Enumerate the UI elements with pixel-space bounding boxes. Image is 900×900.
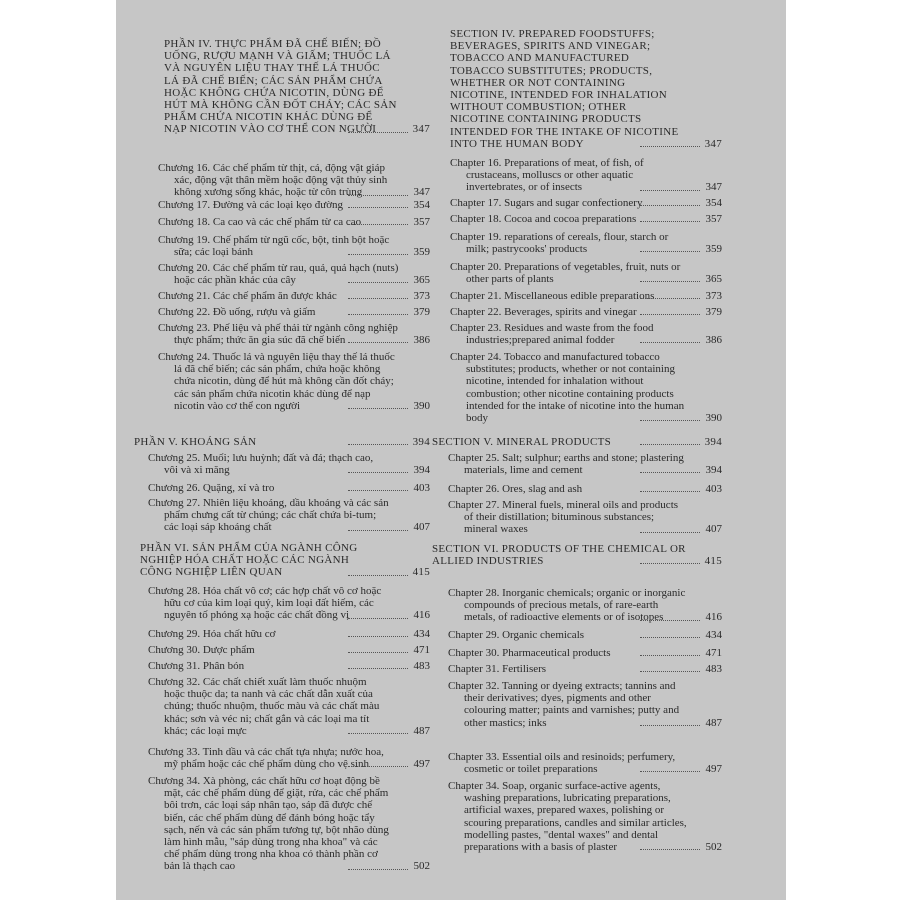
en-toc-page-number: 359: [705, 243, 722, 256]
leader-dots: [348, 131, 408, 133]
en-toc-entry-title: Chapter 33. Essential oils and resinoids; perfumery, cosmetic or toilet preparations: [448, 751, 676, 776]
en-toc-entry: [450, 261, 722, 285]
leader-dots: [640, 297, 700, 299]
en-toc-entry-title: Chapter 28. Inorganic chemicals; organic or inorganic compounds of precious metals, of rare-earth metals, of radioactive elements or of isotopes: [448, 587, 686, 624]
en-toc-entry-title: Chapter 19. reparations of cereals, flour, starch or milk; pastrycooks' products: [450, 231, 669, 256]
vi-toc-entry: [148, 452, 430, 476]
leader-dots: [640, 313, 700, 315]
vi-toc-entry-title: Chương 26. Quặng, xỉ và tro: [148, 482, 275, 494]
vi-toc-page-number: 394: [412, 436, 430, 448]
en-toc-page-number: 502: [705, 841, 722, 854]
en-toc-page-number: 347: [704, 137, 722, 150]
leader-dots: [348, 206, 408, 208]
leader-dots: [348, 489, 408, 491]
en-toc-entry: [450, 231, 722, 255]
en-toc-entry: [432, 436, 722, 448]
en-toc-page-number: 434: [705, 629, 722, 641]
vi-toc-entry: [148, 628, 430, 640]
vi-toc-entry: [148, 497, 430, 534]
vi-toc-entry: [158, 306, 430, 318]
vi-toc-page-number: 394: [413, 464, 430, 477]
vi-toc-page-number: 357: [413, 216, 430, 228]
leader-dots: [640, 654, 700, 656]
en-toc-entry: [450, 290, 722, 302]
vi-toc-entry: [148, 482, 430, 494]
vi-toc-entry: [148, 644, 430, 656]
en-toc-entry: [448, 751, 722, 775]
vi-toc-page-number: 407: [413, 521, 430, 534]
vi-toc-entry-title: Chương 29. Hóa chất hữu cơ: [148, 628, 276, 640]
en-toc-entry-title: Chapter 30. Pharmaceutical products: [448, 647, 611, 659]
leader-dots: [640, 619, 700, 621]
leader-dots: [640, 341, 700, 343]
vi-toc-entry-title: Chương 19. Chế phẩm từ ngũ cốc, bột, tinh bột hoặc sữa; các loại bánh: [158, 234, 390, 259]
leader-dots: [348, 732, 408, 734]
leader-dots: [348, 253, 408, 255]
leader-dots: [640, 419, 700, 421]
vi-toc-entry: [158, 290, 430, 302]
vi-toc-entry-title: Chương 21. Các chế phẩm ăn được khác: [158, 290, 337, 302]
leader-dots: [348, 651, 408, 653]
vi-toc-page-number: 379: [413, 306, 430, 318]
en-toc-page-number: 416: [705, 611, 722, 624]
leader-dots: [348, 574, 408, 576]
en-toc-page-number: 379: [705, 306, 722, 318]
en-toc-page-number: 394: [705, 464, 722, 477]
leader-dots: [640, 220, 700, 222]
leader-dots: [640, 848, 700, 850]
vi-toc-entry-title: PHẦN VI. SẢN PHẨM CỦA NGÀNH CÔNG NGHIỆP HÓA CHẤT HOẶC CÁC NGÀNH CÔNG NGHIỆP LIÊN QUAN: [140, 542, 358, 579]
leader-dots: [348, 341, 408, 343]
vi-toc-entry-title: Chương 18. Ca cao và các chế phẩm từ ca cao: [158, 216, 362, 228]
en-toc-entry-title: Chapter 20. Preparations of vegetables, fruit, nuts or other parts of plants: [450, 261, 681, 286]
leader-dots: [348, 281, 408, 283]
en-toc-entry-title: Chapter 16. Preparations of meat, of fish, of crustaceans, molluscs or other aquatic invertebrates, or of insects: [450, 157, 644, 194]
leader-dots: [640, 636, 700, 638]
leader-dots: [348, 194, 408, 196]
en-toc-entry-title: SECTION IV. PREPARED FOODSTUFFS; BEVERAGES, SPIRITS AND VINEGAR; TOBACCO AND MANUFACTURED TOBACCO SUBSTITUTES; PRODUCTS, WHETHER OR NOT CONTAINING NICOTINE, INTENDED FOR INHALATION WITHOUT COMBUSTION; OTHER NICOTINE CONTAINING PRODUCTS INTENDED FOR THE INTAKE OF NICOTINE INTO THE HUMAN BODY: [450, 28, 679, 150]
leader-dots: [640, 770, 700, 772]
en-toc-page-number: 487: [705, 716, 722, 729]
en-toc-entry: [448, 483, 722, 495]
leader-dots: [348, 443, 408, 445]
leader-dots: [640, 250, 700, 252]
leader-dots: [640, 204, 700, 206]
en-toc-page-number: 373: [705, 290, 722, 302]
en-toc-page-number: 403: [705, 483, 722, 495]
vi-toc-page-number: 502: [413, 860, 430, 873]
vi-toc-page-number: 487: [413, 724, 430, 737]
en-toc-entry: [450, 351, 722, 424]
leader-dots: [348, 313, 408, 315]
en-toc-entry: [448, 629, 722, 641]
vi-toc-page-number: 347: [412, 123, 430, 136]
vi-toc-entry: [164, 38, 430, 136]
vi-toc-page-number: 365: [413, 274, 430, 287]
en-toc-entry-title: Chapter 31. Fertilisers: [448, 663, 547, 675]
vi-toc-page-number: 403: [413, 482, 430, 494]
en-toc-entry-title: SECTION VI. PRODUCTS OF THE CHEMICAL OR ALLIED INDUSTRIES: [432, 543, 686, 568]
leader-dots: [640, 531, 700, 533]
leader-dots: [348, 617, 408, 619]
vi-toc-entry-title: Chương 28. Hóa chất vô cơ; các hợp chất vô cơ hoặc hữu cơ của kim loại quý, kim loại đất hiếm, các nguyên tố phóng xạ hoặc các chất đồng vị: [148, 585, 382, 622]
vi-toc-entry: [158, 262, 430, 286]
vi-toc-entry: [134, 436, 430, 448]
vi-toc-entry: [148, 585, 430, 622]
leader-dots: [640, 490, 700, 492]
en-toc-page-number: 386: [705, 334, 722, 347]
en-toc-entry-title: SECTION V. MINERAL PRODUCTS: [432, 436, 612, 448]
leader-dots: [640, 471, 700, 473]
vi-toc-entry: [158, 234, 430, 258]
en-toc-entry-title: Chapter 24. Tobacco and manufactured tobacco substitutes; products, whether or not containing nicotine, intended for inhalation without combustion; other nicotine containing products intended for the intake of nicotine into the human body: [450, 351, 685, 425]
en-toc-entry: [448, 499, 722, 536]
leader-dots: [640, 189, 700, 191]
vi-toc-entry-title: Chương 17. Đường và các loại kẹo đường: [158, 199, 344, 211]
en-toc-entry-title: Chapter 17. Sugars and sugar confectionery: [450, 197, 643, 209]
en-toc-page-number: 354: [705, 197, 722, 209]
en-toc-entry-title: Chapter 21. Miscellaneous edible preparations: [450, 290, 655, 302]
en-toc-page-number: 347: [705, 181, 722, 194]
vi-toc-entry-title: Chương 31. Phân bón: [148, 660, 245, 672]
vi-toc-page-number: 415: [412, 566, 430, 579]
vi-toc-entry-title: Chương 22. Đồ uống, rượu và giấm: [158, 306, 316, 318]
vi-toc-page-number: 497: [413, 758, 430, 771]
en-toc-entry-title: Chapter 34. Soap, organic surface-active agents, washing preparations, lubricating preparations, artificial waxes, prepared waxes, polishing or scouring preparations, candles and similar articles, modelling pastes, "dental waxes" and dental preparations with a basis of plaster: [448, 780, 687, 854]
leader-dots: [348, 635, 408, 637]
en-toc-entry: [432, 543, 722, 567]
document-page: [116, 0, 786, 900]
en-toc-entry-title: Chapter 25. Salt; sulphur; earths and stone; plastering materials, lime and cement: [448, 452, 684, 477]
en-toc-entry-title: Chapter 29. Organic chemicals: [448, 629, 585, 641]
en-toc-entry: [450, 213, 722, 225]
vi-toc-entry-title: Chương 20. Các chế phẩm từ rau, quả, quả hạch (nuts) hoặc các phần khác của cây: [158, 262, 399, 287]
en-toc-entry: [448, 452, 722, 476]
leader-dots: [640, 562, 700, 564]
en-toc-page-number: 415: [704, 555, 722, 568]
vi-toc-entry-title: Chương 25. Muối; lưu huỳnh; đất và đá; thạch cao, vôi và xi măng: [148, 452, 374, 477]
vi-toc-entry: [158, 199, 430, 211]
leader-dots: [640, 443, 700, 445]
vi-toc-entry-title: PHẦN V. KHOÁNG SẢN: [134, 436, 257, 448]
leader-dots: [640, 145, 700, 147]
vi-toc-entry: [148, 676, 430, 737]
leader-dots: [348, 765, 408, 767]
en-toc-entry-title: Chapter 26. Ores, slag and ash: [448, 483, 583, 495]
vi-toc-page-number: 416: [413, 609, 430, 622]
en-toc-entry: [448, 663, 722, 675]
en-toc-entry: [448, 647, 722, 659]
en-toc-entry-title: Chapter 18. Cocoa and cocoa preparations: [450, 213, 637, 225]
leader-dots: [640, 724, 700, 726]
en-toc-entry-title: Chapter 22. Beverages, spirits and vinegar: [450, 306, 637, 318]
vi-toc-entry-title: Chương 16. Các chế phẩm từ thịt, cá, động vật giáp xác, động vật thân mềm hoặc động vật thủy sinh không xương sống khác, hoặc từ côn trùng: [158, 162, 388, 199]
vi-toc-page-number: 354: [413, 199, 430, 211]
leader-dots: [640, 670, 700, 672]
vi-toc-entry-title: Chương 27. Nhiên liệu khoáng, dầu khoáng và các sản phẩm chưng cất từ chúng; các chất chứa bi-tum; các loại sáp khoáng chất: [148, 497, 389, 534]
vi-toc-page-number: 434: [413, 628, 430, 640]
vi-toc-entry-title: Chương 34. Xà phòng, các chất hữu cơ hoạt động bề mặt, các chế phẩm dùng để giặt, rửa, các chế phẩm bôi trơn, các loại sáp nhân tạo, sáp đã được chế biến, các chế phẩm dùng để đánh bóng hoặc tẩy sạch, nến và các sản phẩm tương tự, bột nhão dùng làm hình mẫu, "sáp dùng trong nha khoa" và các chế phẩm dùng trong nha khoa có thành phần cơ bản là thạch cao: [148, 775, 389, 873]
leader-dots: [348, 297, 408, 299]
vi-toc-entry: [140, 542, 430, 579]
vi-toc-entry: [148, 775, 430, 873]
vi-toc-entry: [148, 660, 430, 672]
en-toc-entry: [450, 28, 722, 150]
vi-toc-entry: [148, 746, 430, 770]
leader-dots: [348, 667, 408, 669]
en-toc-page-number: 390: [705, 412, 722, 425]
en-toc-page-number: 365: [705, 273, 722, 286]
vi-toc-entry-title: Chương 32. Các chất chiết xuất làm thuốc nhuộm hoặc thuộc da; ta nanh và các chất dẫn xuất của chúng; thuốc nhuộm, thuốc màu và các chất màu khác; sơn và véc ni; chất gắn và các loại ma tít khác; các loại mực: [148, 676, 380, 737]
vi-toc-page-number: 483: [413, 660, 430, 672]
vi-toc-page-number: 390: [413, 399, 430, 412]
leader-dots: [348, 471, 408, 473]
vi-toc-page-number: 373: [413, 290, 430, 302]
en-toc-page-number: 471: [705, 647, 722, 659]
en-toc-page-number: 483: [705, 663, 722, 675]
vi-toc-page-number: 347: [413, 186, 430, 199]
leader-dots: [348, 407, 408, 409]
vi-toc-entry-title: Chương 24. Thuốc lá và nguyên liệu thay thế lá thuốc lá đã chế biến; các sản phẩm, chứa hoặc không chứa nicotin, dùng để hút mà không cần đốt cháy; các sản phẩm chứa nicotin khác dùng để nạp nicotin vào cơ thể con người: [158, 351, 395, 412]
vi-toc-entry: [158, 351, 430, 412]
en-toc-page-number: 357: [705, 213, 722, 225]
en-toc-entry-title: Chapter 32. Tanning or dyeing extracts; tannins and their derivatives; dyes, pigments and other colouring matter; paints and varnishes; putty and other mastics; inks: [448, 680, 680, 729]
en-toc-entry: [450, 157, 722, 194]
en-toc-entry: [450, 306, 722, 318]
en-toc-entry: [450, 197, 722, 209]
en-toc-entry-title: Chapter 27. Mineral fuels, mineral oils and products of their distillation; bituminous substances; mineral waxes: [448, 499, 679, 536]
leader-dots: [348, 529, 408, 531]
vi-toc-entry-title: Chương 30. Dược phẩm: [148, 644, 255, 656]
en-toc-entry: [450, 322, 722, 346]
vi-toc-entry-title: PHẦN IV. THỰC PHẨM ĐÃ CHẾ BIẾN; ĐỒ UỐNG, RƯỢU MẠNH VÀ GIẤM; THUỐC LÁ VÀ NGUYÊN LIỆU THAY THẾ LÁ THUỐC LÁ ĐÃ CHẾ BIẾN; CÁC SẢN PHẨM CHỨA HOẶC KHÔNG CHỨA NICOTIN, DÙNG ĐỂ HÚT MÀ KHÔNG CẦN ĐỐT CHÁY; CÁC SẢN PHẨM CHỨA NICOTIN KHÁC DÙNG ĐỂ NẠP NICOTIN VÀO CƠ THỂ CON NGƯỜI: [164, 38, 397, 136]
en-toc-entry-title: Chapter 23. Residues and waste from the food industries;prepared animal fodder: [450, 322, 654, 347]
leader-dots: [640, 280, 700, 282]
en-toc-entry: [448, 780, 722, 853]
leader-dots: [348, 868, 408, 870]
en-toc-entry: [448, 587, 722, 624]
en-toc-page-number: 407: [705, 523, 722, 536]
en-toc-page-number: 497: [705, 763, 722, 776]
leader-dots: [348, 223, 408, 225]
en-toc-entry: [448, 680, 722, 729]
vi-toc-entry: [158, 322, 430, 346]
en-toc-page-number: 394: [704, 436, 722, 448]
vi-toc-page-number: 359: [413, 246, 430, 259]
vi-toc-page-number: 386: [413, 334, 430, 347]
vi-toc-entry-title: Chương 33. Tinh dầu và các chất tựa nhựa; nước hoa, mỹ phẩm hoặc các chế phẩm dùng cho vệ sinh: [148, 746, 384, 771]
vi-toc-entry: [158, 216, 430, 228]
vi-toc-page-number: 471: [413, 644, 430, 656]
vi-toc-entry-title: Chương 23. Phế liệu và phế thải từ ngành công nghiệp thực phẩm; thức ăn gia súc đã chế biến: [158, 322, 398, 347]
vi-toc-entry: [158, 162, 430, 199]
